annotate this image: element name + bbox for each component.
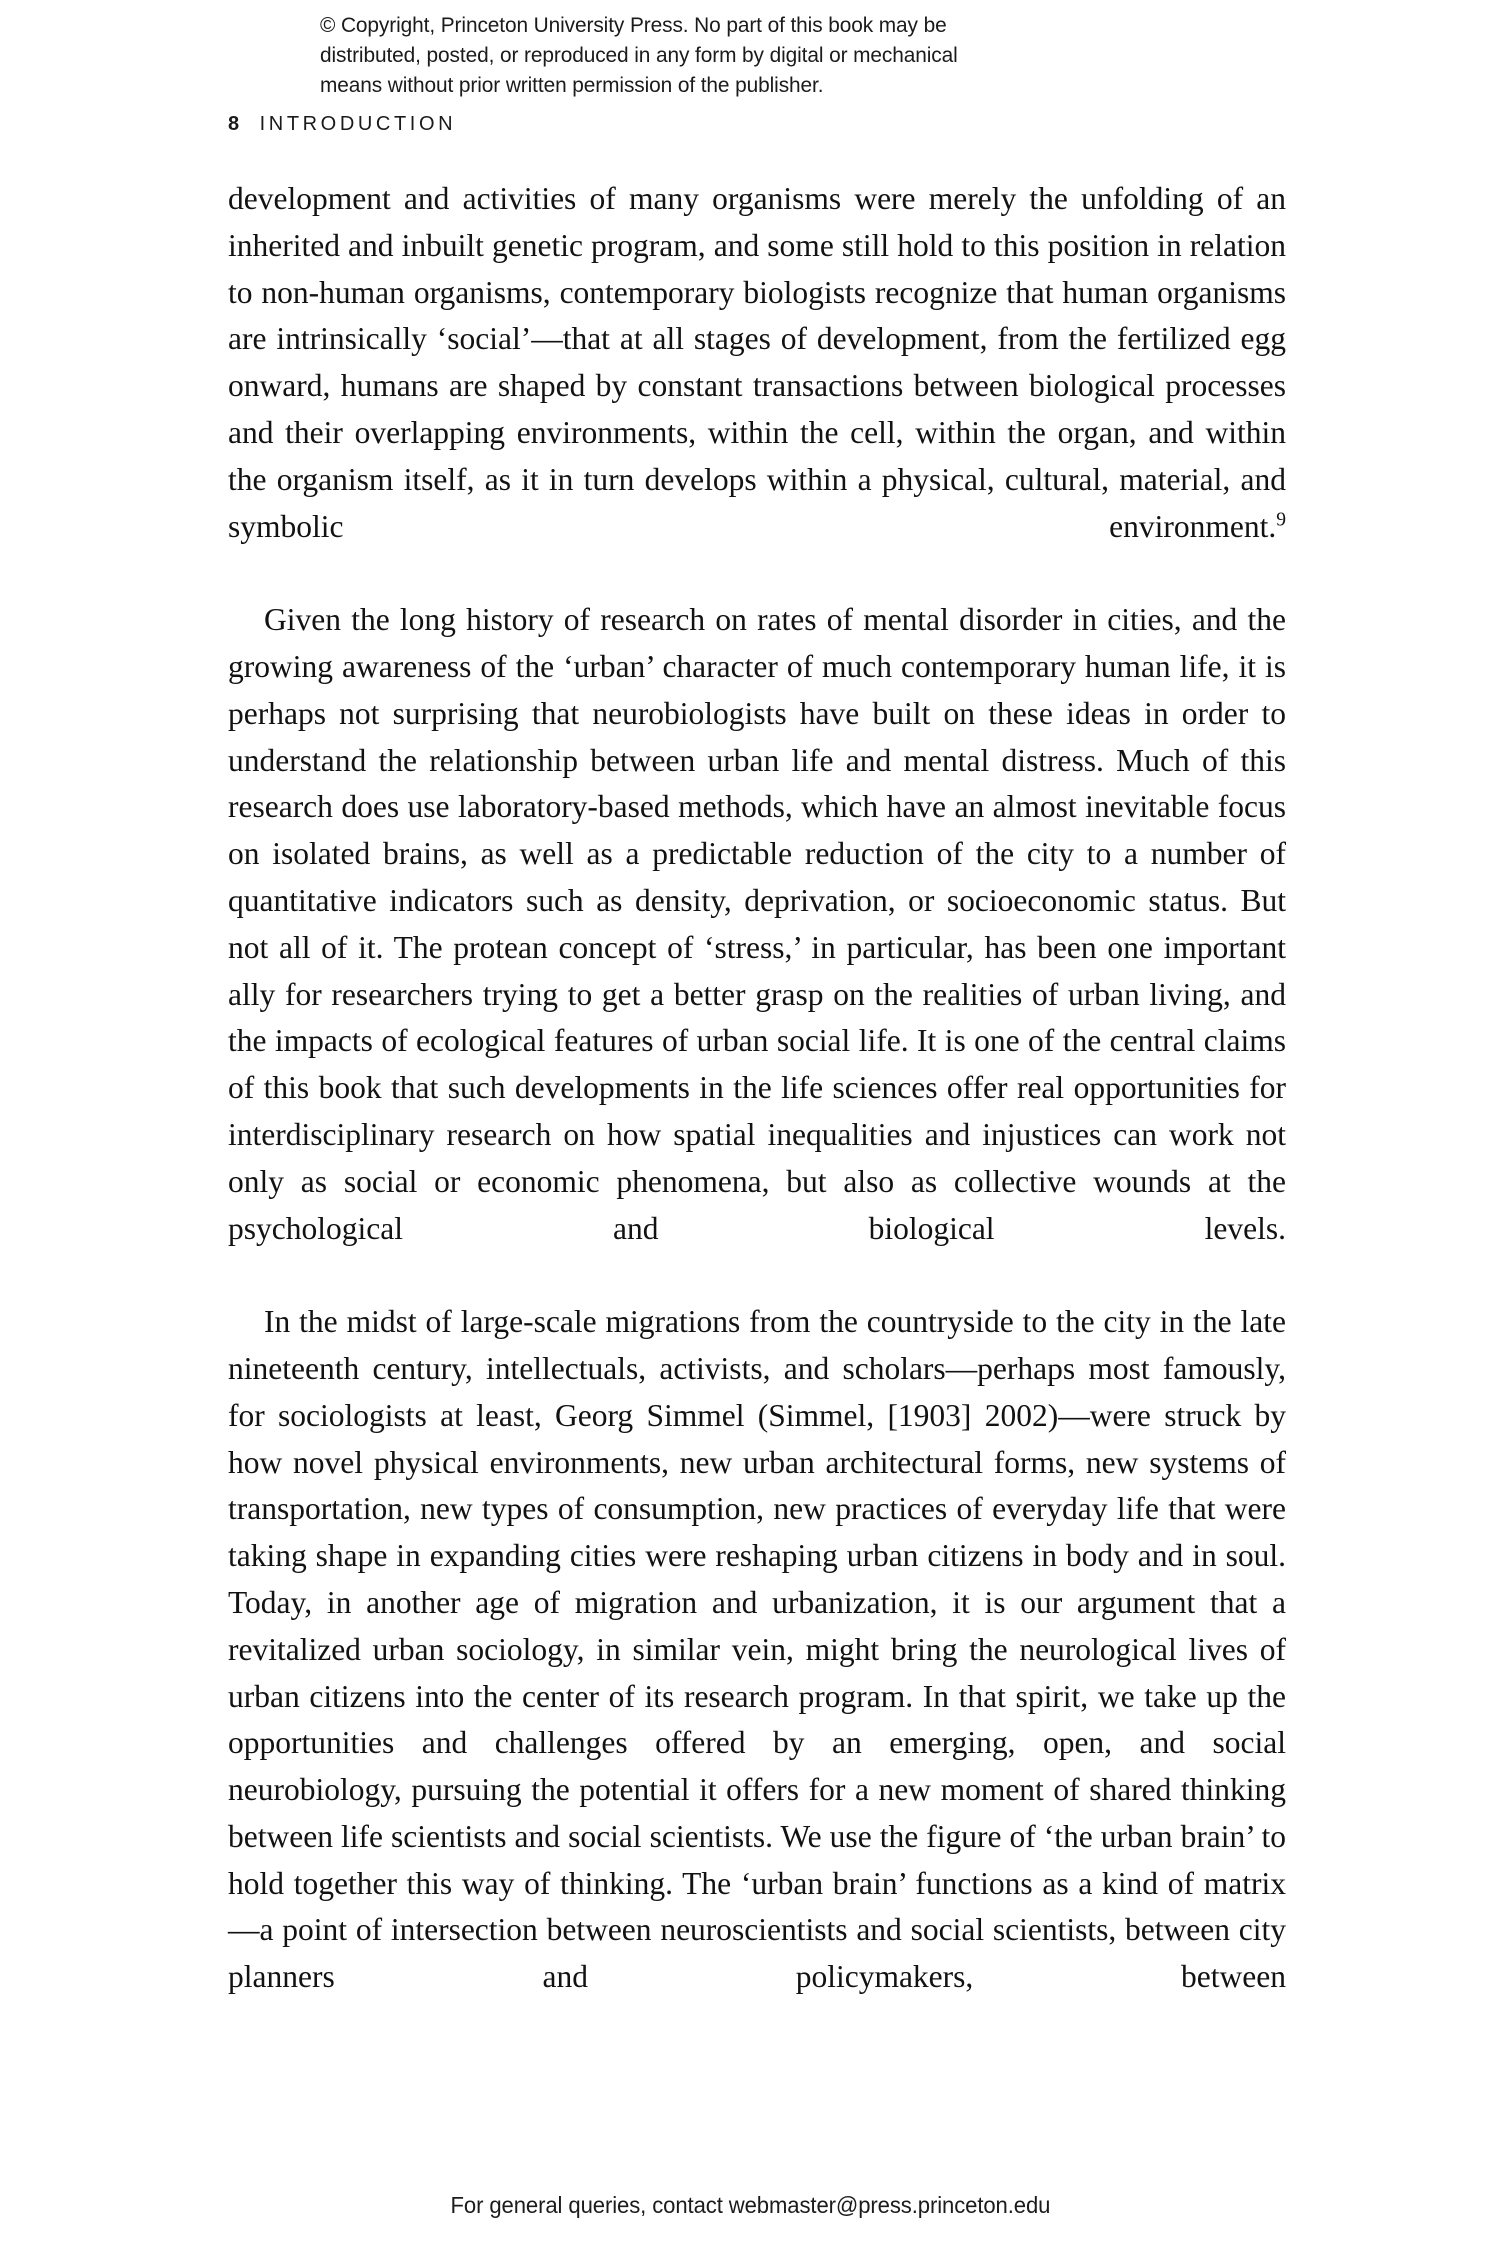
paragraph-2: Given the long history of research on rates of mental disorder in cities, and the growing awareness of the ‘urban’ character of much contemporary human life, it is perhaps not surprising that neurobiologists have built on these ideas in order to understand the relationship between urban life and mental distress. Much of this research does use laboratory-based methods, which have an almost inevitable focus on isolated brains, as well as a predictable reduction of the city to a number of quantitative indicators such as density, deprivation, or socioeconomic status. But not all of it. The protean concept of ‘stress,’ in particular, has been one important ally for researchers trying to get a better grasp on the realities of urban living, and the impacts of ecological features of urban social life. It is one of the central claims of this book that such developments in the life sciences offer real opportunities for interdisciplinary research on how spatial inequalities and injustices can work not only as social or economic phenomena, but also as collective wounds at the psychological and biological levels. — [228, 602, 1286, 1246]
copyright-line-2: distributed, posted, or reproduced in any form by digital or mechanical — [320, 43, 958, 67]
running-head — [228, 113, 456, 136]
paragraph-3: In the midst of large-scale migrations from the countryside to the city in the late nineteenth century, intellectuals, activists, and scholars—perhaps most famously, for sociologists at least, Georg Simmel (Simmel, [1903] 2002)—were struck by how novel physical environments, new urban architectural forms, new systems of transportation, new types of consumption, new practices of everyday life that were taking shape in expanding cities were reshaping urban citizens in body and in soul. Today, in another age of migration and urbanization, it is our argument that a revitalized urban sociology, in similar vein, might bring the neurological lives of urban citizens into the center of its research program. In that spirit, we take up the opportunities and challenges offered by an emerging, open, and social neurobiology, pursuing the potential it offers for a new moment of shared thinking between life scientists and social scientists. We use the figure of ‘the urban brain’ to hold together this way of thinking. The ‘urban brain’ functions as a kind of matrix—a point of intersection between neuroscientists and social scientists, between city planners and policymakers, between — [228, 1304, 1286, 1995]
paragraph-1 — [228, 176, 1286, 597]
copyright-notice — [320, 10, 1135, 100]
footer-text: For general queries, contact webmaster@press.princeton.edu — [450, 2192, 1050, 2218]
body-text-column — [228, 176, 1286, 2048]
copyright-line-3: means without prior written permission of the publisher. — [320, 73, 824, 97]
copyright-line-1: © Copyright, Princeton University Press. No part of this book may be — [320, 13, 947, 37]
page-number: 8 — [228, 113, 240, 135]
chapter-title: INTRODUCTION — [259, 113, 457, 135]
page-footer — [0, 2192, 1500, 2219]
paragraph-1-text: development and activities of many organisms were merely the unfolding of an inherited and inbuilt genetic program, and some still hold to this position in relation to non-human organisms, contemporary biologists recognize that human organisms are intrinsically ‘social’—that at all stages of development, from the fertilized egg onward, humans are shaped by constant transactions between biological processes and their overlapping environments, within the cell, within the organ, and within the organism itself, as it in turn develops within a physical, cultural, material, and symbolic environment. — [228, 181, 1286, 544]
footnote-marker-9: 9 — [1276, 509, 1286, 531]
